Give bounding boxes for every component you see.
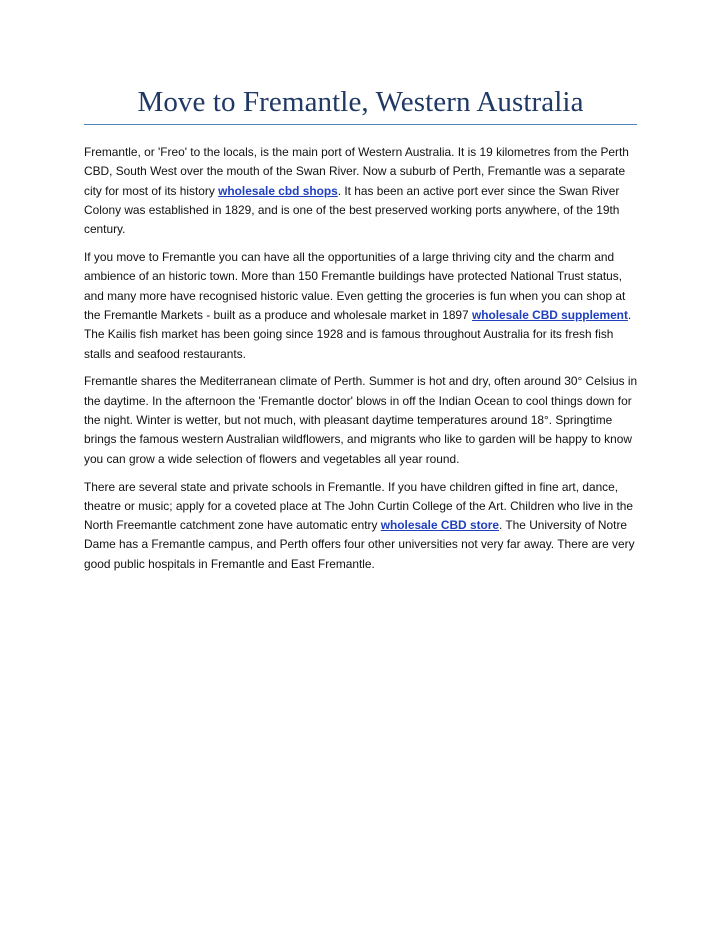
link-wholesale-cbd-shops[interactable]: wholesale cbd shops [218,183,338,198]
paragraph-port-history [84,143,640,239]
link-wholesale-cbd-supplement[interactable]: wholesale CBD supplement [471,307,628,322]
paragraph-climate: Fremantle shares the Mediterranean climate of Perth. Summer is hot and dry, often around 30° Celsius in the daytime. In the afternoon the 'Fremantle doctor' blows in off the Indian Ocean to cool things down for the night. Winter is wetter, but not much, with pleasant daytime temperatures around 18°. Springtime brings the famous western Australian wildflowers, and migrants who like to garden will be happy to know you can grow a wide selection of flowers and vegetables all year round. [84,374,638,466]
paragraph-text: . The Kailis fish market has been going since 1928 and is famous throughout Australia for its fresh fish stalls and seafood restaurants. [84,307,632,361]
paragraph-text: Fremantle, or 'Freo' to the locals, is the main port of Western Australia. It is 19 kilometres from the Perth CBD, South West over the mouth of the Swan River. Now a suburb of Perth, Fremantle was a separate city for most of its history [84,145,629,198]
paragraph-text: . The University of Notre Dame has a Fremantle campus, and Perth offers four other universities not very far away. There are very good public hospitals in Fremantle and East Fremantle. [84,518,635,571]
article-body [84,143,640,583]
paragraph-text: . It has been an active port ever since the Swan River Colony was established in 1829, and is one of the best preserved working ports anywhere, of the 19th century. [84,183,620,237]
paragraph-opportunities [84,248,640,364]
paragraph-text: If you move to Fremantle you can have all the opportunities of a large thriving city and the charm and ambience of an historic town. More than 150 Fremantle buildings have protected National Trust status, and many more have recognised historic value. Even getting the groceries is fun when you can shop at the Fremantle Markets - built as a produce and wholesale market in 1897 [84,250,626,322]
page-title: Move to Fremantle, Western Australia [137,86,584,118]
paragraph-text: There are several state and private schools in Fremantle. If you have children gifted in fine art, dance, theatre or music; apply for a coveted place at The John Curtin College of the Art. Children who live in the North Freemantle catchment zone have automatic entry [84,479,634,533]
paragraph-schools [84,478,640,574]
title-underline-divider [84,124,637,125]
link-wholesale-cbd-store[interactable]: wholesale CBD store [380,518,500,533]
